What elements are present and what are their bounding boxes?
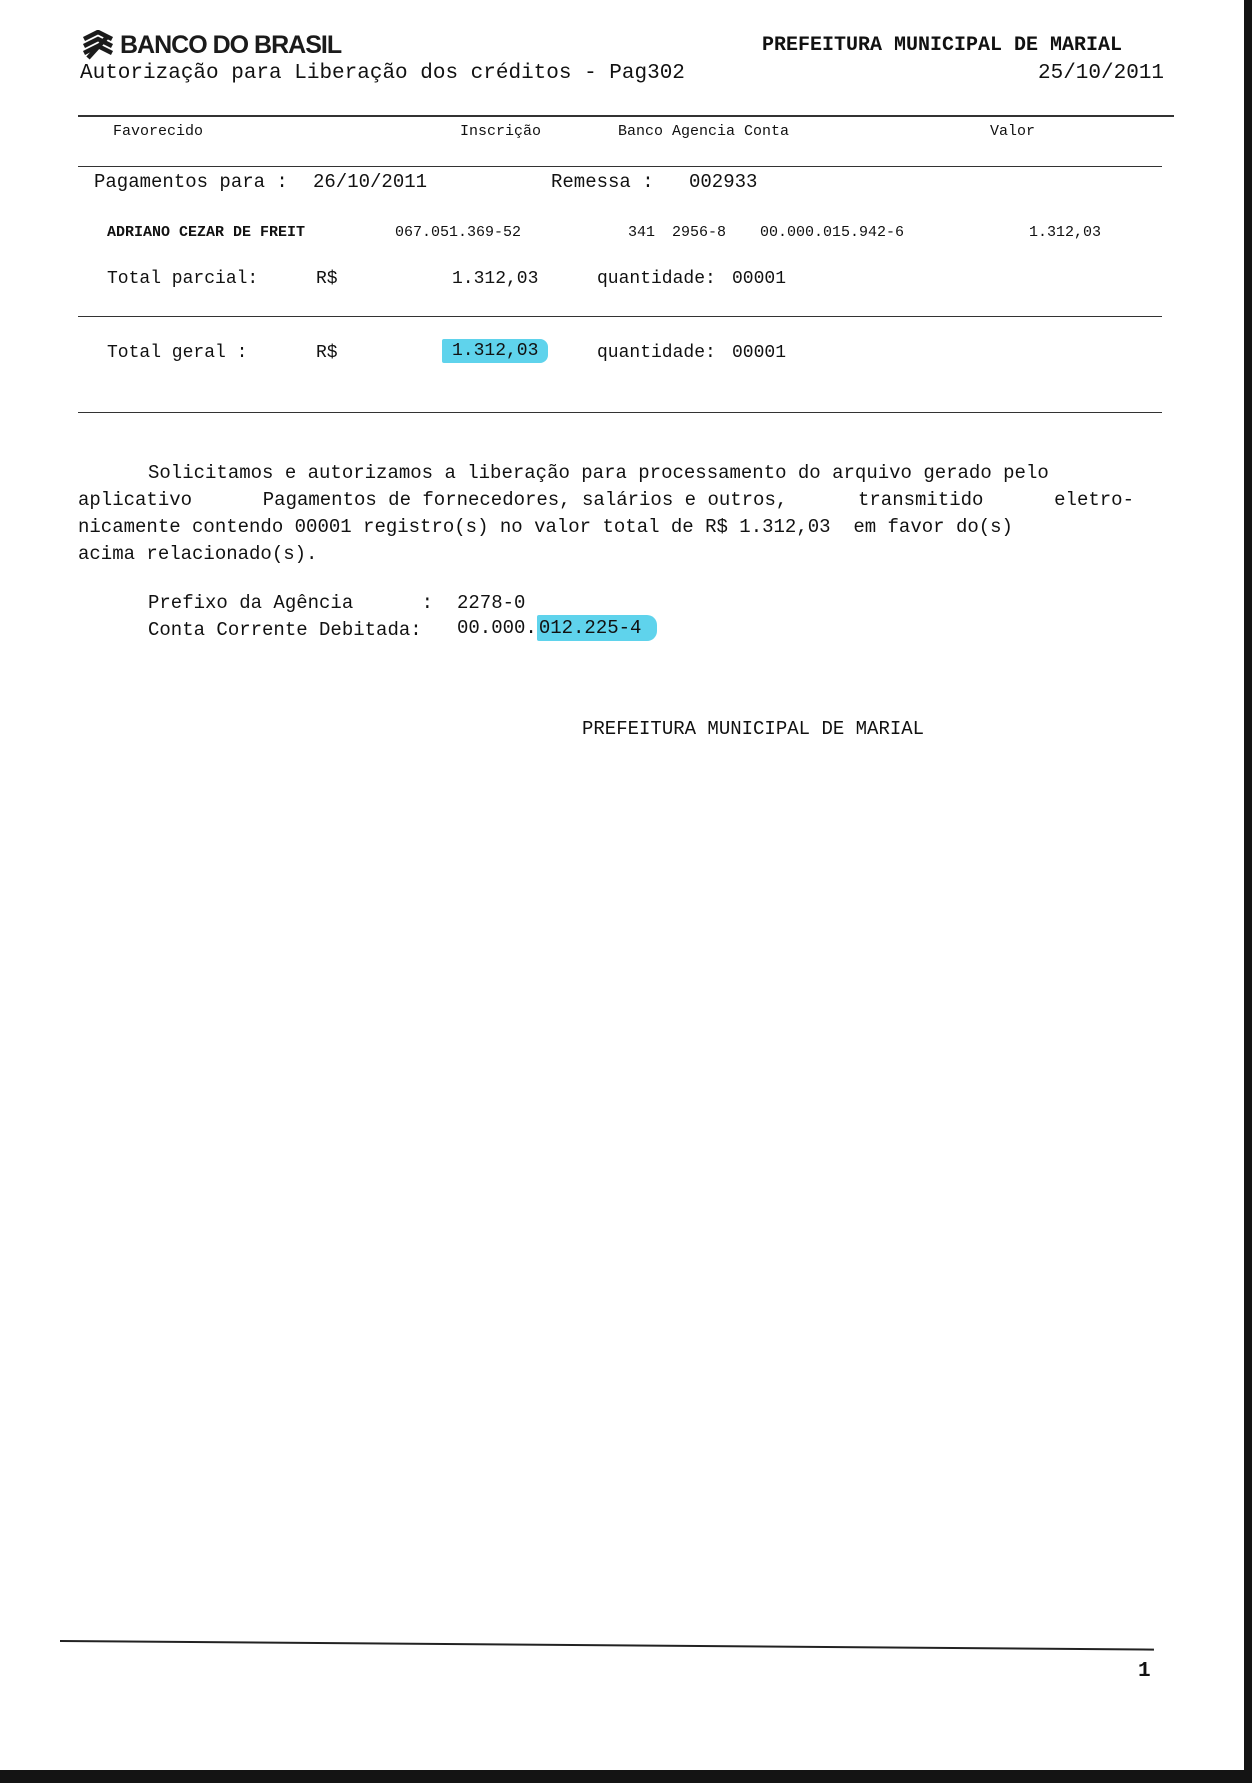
total-geral-currency: R$	[316, 343, 338, 363]
total-geral-quantity-label: quantidade:	[597, 343, 716, 363]
total-parcial-label: Total parcial:	[107, 269, 259, 289]
paragraph-line	[78, 487, 1134, 514]
footer-divider	[60, 1640, 1154, 1651]
document-title: Autorização para Liberação dos créditos - Pag302	[80, 62, 685, 85]
bank-logo-icon	[80, 30, 116, 60]
column-header-banco-agencia-conta: Banco Agencia Conta	[618, 123, 790, 140]
total-parcial-quantity-label: quantidade:	[597, 269, 716, 289]
remessa-number: 002933	[689, 171, 758, 193]
organization-name: PREFEITURA MUNICIPAL DE MARIAL	[762, 34, 1123, 57]
authorization-paragraph	[78, 460, 1134, 568]
bank-name: BANCO DO BRASIL	[120, 30, 342, 59]
total-geral-label: Total geral :	[107, 343, 248, 363]
paragraph-word: eletro-	[1054, 489, 1134, 511]
document-date: 25/10/2011	[1038, 62, 1165, 85]
row-valor: 1.312,03	[1029, 224, 1102, 241]
highlight-mark: 012.225-4	[537, 615, 658, 641]
payments-label: Pagamentos para :	[94, 171, 288, 193]
total-parcial-value: 1.312,03	[452, 269, 539, 289]
total-geral-value	[442, 341, 548, 361]
column-header-inscricao: Inscrição	[460, 123, 542, 140]
account-value	[457, 617, 657, 639]
row-banco: 341	[628, 224, 656, 241]
bank-logo	[80, 30, 341, 60]
paragraph-line: acima relacionado(s).	[78, 543, 318, 565]
header-divider	[78, 115, 1174, 117]
paragraph-word: Pagamentos de fornecedores, salários e outros,	[262, 489, 788, 511]
row-favorecido: ADRIANO CEZAR DE FREIT	[107, 224, 306, 241]
total-parcial-quantity: 00001	[732, 269, 787, 289]
paragraph-word: transmitido	[858, 489, 984, 511]
column-divider	[78, 166, 1162, 167]
page-number: 1	[1138, 1660, 1151, 1683]
total-parcial-currency: R$	[316, 269, 338, 289]
highlight-mark: 1.312,03	[442, 339, 548, 363]
row-agencia: 2956-8	[672, 224, 727, 241]
payments-date: 26/10/2011	[313, 171, 428, 193]
column-header-favorecido: Favorecido	[113, 123, 204, 140]
paragraph-word: aplicativo	[78, 489, 193, 511]
remessa-label: Remessa :	[551, 171, 654, 193]
agency-prefix-value: 2278-0	[457, 592, 526, 614]
signature-organization: PREFEITURA MUNICIPAL DE MARIAL	[582, 718, 925, 740]
row-inscricao: 067.051.369-52	[395, 224, 522, 241]
total-geral-quantity: 00001	[732, 343, 787, 363]
paragraph-line: Solicitamos e autorizamos a liberação para processamento do arquivo gerado pelo	[148, 462, 1049, 484]
totals-divider	[78, 316, 1162, 317]
column-header-valor: Valor	[990, 123, 1036, 140]
account-value-prefix: 00.000.	[457, 617, 537, 639]
agency-prefix-label: Prefixo da Agência :	[148, 592, 434, 614]
paragraph-line: nicamente contendo 00001 registro(s) no valor total de R$ 1.312,03 em favor do(s)	[78, 516, 1013, 538]
section-divider	[78, 412, 1162, 413]
row-conta: 00.000.015.942-6	[760, 224, 905, 241]
account-label: Conta Corrente Debitada:	[148, 619, 422, 641]
